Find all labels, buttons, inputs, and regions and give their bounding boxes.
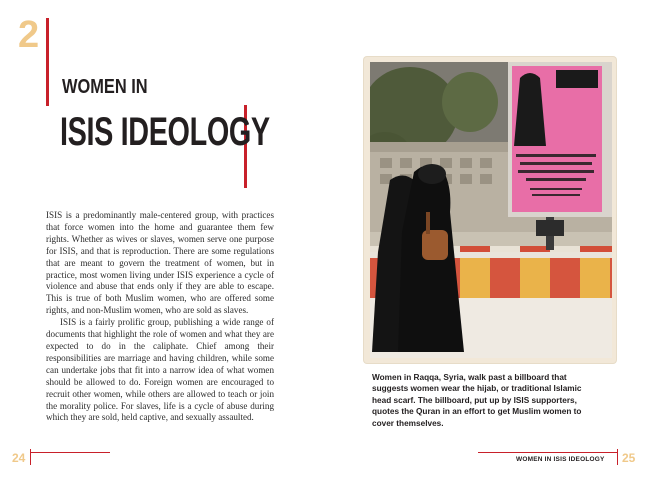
page-number-left: 24: [12, 451, 26, 465]
body-paragraph-1: ISIS is a predominantly male-centered group, with practices that force women into the home and guarantee them few rights. Whether as wives or slaves, women serve one purpose for ISIS, and that is reproduction. There are some regulations that are meant to govern the treatment of women, but in practice, most women living under ISIS experience a cycle of violence and abuse that ends only if they are able to escape. This is true of both Muslim women, who are offered some rights, and non-Muslim women, who are sold as slaves.: [46, 210, 274, 316]
chapter-title-line1: WOMEN IN: [62, 76, 148, 98]
running-head: WOMEN IN ISIS IDEOLOGY: [516, 456, 605, 463]
photo: [370, 62, 612, 358]
title-frame-left: [46, 18, 49, 106]
body-paragraph-2: ISIS is a fairly prolific group, publishing a wide range of documents that highlight the role of women and what they are expected to do in the caliphate. Chief among their responsibilities are marriage and having children, while some can undertake jobs that fit into a narrow idea of what women should be allowed to do. Foreign women are encouraged to recruit other women, while others are allowed to teach or join the morality police. For slaves, life is a cycle of abuse during which they are sold, held captive, and sexually assaulted.: [46, 317, 274, 423]
chapter-number: 2: [18, 14, 39, 56]
figure-caption: Women in Raqqa, Syria, walk past a billboard that suggests women wear the hijab, or traditional Islamic head scarf. The billboard, put up by ISIS supporters, quotes the Quran in an effort to get Muslim women to cover themselves.: [372, 372, 582, 428]
folio-right-rule-horizontal: [478, 452, 618, 453]
chapter-title-line2: ISIS IDEOLOGY: [60, 110, 270, 154]
folio-right-rule-vertical: [617, 449, 618, 465]
body-text: [46, 210, 274, 424]
page-number-right: 25: [622, 451, 636, 465]
folio-left-rule-horizontal: [30, 452, 110, 453]
